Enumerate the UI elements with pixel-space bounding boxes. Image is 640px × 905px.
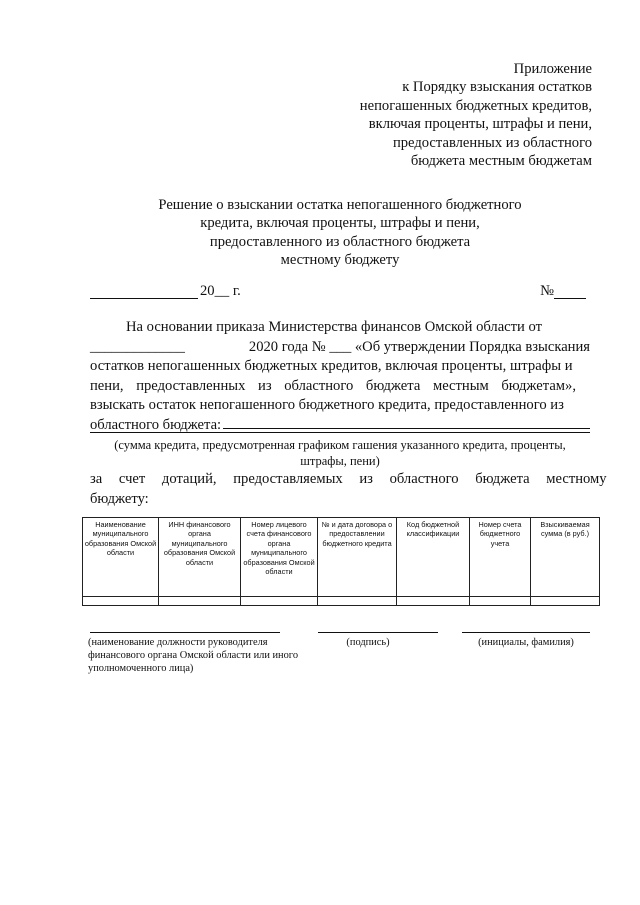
- caption-line: (сумма кредита, предусмотренная графиком гашения указанного кредита, проценты,: [114, 438, 566, 452]
- amount-blank-line[interactable]: [223, 416, 590, 429]
- budget-table-wrapper: [82, 517, 600, 606]
- table-header-contract: № и дата договора о предоставлении бюджетного кредита: [318, 518, 397, 597]
- main-paragraph: [90, 318, 590, 436]
- title-line: предоставленного из областного бюджета: [209, 233, 471, 250]
- subsidy-line-2: бюджету:: [90, 490, 149, 507]
- table-header-inn: ИНН финансового органа муниципального образования Омской области: [159, 518, 241, 597]
- table-header-account: Номер лицевого счета финансового органа муниципального образования Омской области: [241, 518, 318, 597]
- body-line-3: остатков непогашенных бюджетных кредитов, включая проценты, штрафы и: [90, 358, 573, 375]
- appendix-line: к Порядку взыскания остатков: [402, 79, 592, 96]
- table-cell[interactable]: [83, 597, 159, 606]
- appendix-line: бюджета местным бюджетам: [410, 153, 592, 170]
- table-header-municipality: Наименование муниципального образования Омской области: [83, 518, 159, 597]
- subsidy-line: [90, 470, 607, 490]
- position-signature-line[interactable]: [90, 632, 280, 633]
- position-label: (наименование должности руководителя финансового органа Омской области или иного уполномоченного лица): [88, 637, 299, 675]
- table-cell[interactable]: [531, 597, 600, 606]
- appendix-line: непогашенных бюджетных кредитов,: [359, 97, 592, 114]
- table-header-budget-account: Номер счета бюджетного учета: [470, 518, 531, 597]
- document-title: [90, 196, 590, 270]
- amount-caption: [90, 438, 590, 469]
- appendix-header: [360, 60, 592, 170]
- body-line-2: 2020 года № ___ «Об утверждении Порядка взыскания: [248, 338, 590, 355]
- appendix-line: Приложение: [513, 61, 592, 77]
- subsidy-paragraph: [90, 470, 607, 509]
- title-line: Решение о взыскании остатка непогашенного бюджетного: [158, 197, 522, 213]
- title-line: кредита, включая проценты, штрафы и пени,: [200, 215, 480, 232]
- subsidy-line-1: за счет дотаций, предоставляемых из областного бюджета местному: [90, 471, 607, 487]
- signature-label: (подпись): [346, 637, 390, 648]
- title-line: местному бюджету: [280, 252, 400, 269]
- name-label: (инициалы, фамилия): [478, 637, 574, 648]
- body-line: [90, 338, 590, 358]
- caption-line: штрафы, пени): [300, 453, 380, 468]
- amount-blank-line-2[interactable]: [90, 432, 590, 433]
- date-number-row: [90, 283, 590, 303]
- body-line-5: взыскать остаток непогашенного бюджетного кредита, предоставленного из: [90, 397, 564, 414]
- signature-line[interactable]: [318, 632, 438, 633]
- table-cell[interactable]: [159, 597, 241, 606]
- table-row: [83, 597, 600, 606]
- body-line-4: пени, предоставленных из областного бюджета местным бюджетам»,: [90, 377, 576, 394]
- table-header-amount: Взыскиваемая сумма (в руб.): [531, 518, 600, 597]
- body-line: [90, 377, 590, 397]
- appendix-line: предоставленных из областного: [392, 134, 592, 151]
- body-line: [90, 318, 590, 338]
- date-blank-line[interactable]: [90, 298, 198, 299]
- table-cell[interactable]: [397, 597, 470, 606]
- budget-table: [82, 517, 600, 606]
- table-cell[interactable]: [241, 597, 318, 606]
- table-cell[interactable]: [318, 597, 397, 606]
- table-cell[interactable]: [470, 597, 531, 606]
- number-label: №: [540, 283, 554, 299]
- body-line-2-blank[interactable]: _____________: [90, 338, 185, 355]
- date-suffix: 20__ г.: [200, 283, 241, 299]
- body-line-1: На основании приказа Министерства финансов Омской области от: [126, 319, 542, 335]
- body-line-6: областного бюджета:: [90, 416, 222, 433]
- name-signature-line[interactable]: [462, 632, 590, 633]
- table-header-budget-code: Код бюджетной классификации: [397, 518, 470, 597]
- number-blank-line[interactable]: [554, 298, 586, 299]
- appendix-line: включая проценты, штрафы и пени,: [368, 116, 592, 133]
